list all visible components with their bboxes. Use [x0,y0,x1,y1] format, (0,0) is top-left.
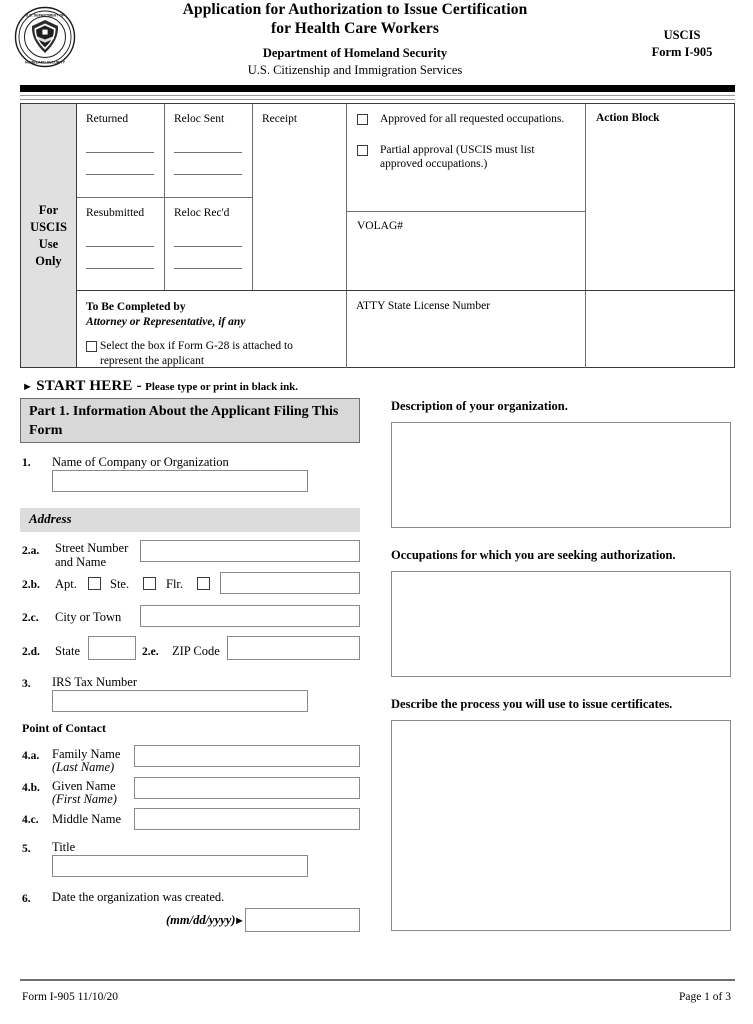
flr-label: Flr. [166,577,184,591]
occupations-textarea[interactable] [391,571,731,677]
approved-all-row[interactable] [357,112,575,127]
cell-action-block[interactable] [586,104,734,290]
column-returned-resubmitted [77,104,165,290]
point-of-contact-heading: Point of Contact [22,721,106,735]
item-4a-label-line2: (Last Name) [52,760,115,774]
reloc-received-write-line-1 [174,246,242,247]
svg-text:U.S. DEPARTMENT OF: U.S. DEPARTMENT OF [25,13,65,18]
svg-text:HOMELAND SECURITY: HOMELAND SECURITY [25,60,65,65]
item-4a-label-line1: Family Name [52,747,121,761]
item-2e-label: ZIP Code [172,644,220,658]
item-6-label: Date the organization was created. [52,890,225,904]
column-reloc [165,104,253,290]
cell-volag[interactable] [347,212,585,290]
start-here-label: START HERE - [36,378,142,394]
g28-checkbox[interactable] [86,341,97,352]
item-2d-number: 2.d. [22,646,40,658]
item-4c-number: 4.c. [22,814,39,826]
given-name-input[interactable] [134,777,360,799]
address-subsection-heading: Address [20,508,360,532]
description-organization-textarea[interactable] [391,422,731,528]
attorney-line-2: Attorney or Representative, if any [86,315,246,328]
item-5-number: 5. [22,843,31,855]
g28-checkbox-label: Select the box if Form G-28 is attached to represent the applicant [100,340,293,367]
item-2c-label: City or Town [55,610,122,624]
footer-page-number: Page 1 of 3 [678,991,731,1003]
dhs-seal-icon [14,6,76,68]
zip-code-input[interactable] [227,636,360,660]
footer-divider [20,979,735,981]
description-organization-heading: Description of your organization. [391,399,568,413]
returned-label: Returned [86,113,129,125]
city-or-town-input[interactable] [140,605,360,627]
resubmitted-label: Resubmitted [86,206,145,219]
resubmitted-write-line-1 [86,246,154,247]
cell-reloc-sent[interactable] [165,104,252,198]
reloc-sent-label: Reloc Sent [174,113,225,125]
item-2a-number: 2.a. [22,545,40,557]
street-number-and-name-input[interactable] [140,540,360,562]
item-2b-number: 2.b. [22,579,40,591]
item-3-label: IRS Tax Number [52,675,137,689]
cell-resubmitted[interactable] [77,198,164,291]
uscis-grid-bottom-row [77,291,734,368]
returned-write-line-1 [86,152,154,153]
form-org-label: USCIS [663,28,701,42]
item-3-number: 3. [22,678,31,690]
item-2a-label-line1: Street Number [55,541,129,555]
form-title-block [90,0,620,79]
reloc-received-label: Reloc Rec'd [174,206,230,219]
uscis-side-line-1: For [38,202,59,217]
action-block-label: Action Block [596,112,660,124]
header-rule-lower [20,99,735,100]
header-rule-upper [20,95,735,96]
approved-all-checkbox[interactable] [357,114,368,125]
flr-checkbox[interactable] [197,577,210,590]
title-input[interactable] [52,855,308,877]
form-number-label: Form I-905 [651,45,713,59]
date-organization-created-input[interactable] [245,908,360,932]
header-black-bar [20,85,735,92]
apt-checkbox[interactable] [88,577,101,590]
partial-approval-label: Partial approval (USCIS must list approved occupations.) [380,143,535,170]
uscis-side-line-2: USCIS [30,219,67,234]
uscis-grid [77,104,734,367]
item-2a-label-line2: and Name [55,555,107,569]
apt-ste-flr-number-input[interactable] [220,572,360,594]
occupations-heading: Occupations for which you are seeking authorization. [391,548,676,562]
item-2c-number: 2.c. [22,612,39,624]
item-2e-number: 2.e. [142,646,159,658]
approved-all-label: Approved for all requested occupations. [380,113,565,125]
item-5-label: Title [52,840,76,854]
uscis-use-only-sidebar [21,104,77,367]
column-approval [347,104,586,290]
receipt-label: Receipt [262,113,298,125]
uscis-use-only-block [20,103,735,368]
irs-tax-number-input[interactable] [52,690,308,712]
item-6-number: 6. [22,893,31,905]
start-here-instruction: Please type or print in black ink. [145,381,299,393]
resubmitted-write-line-2 [86,268,154,269]
process-certificates-heading: Describe the process you will use to issue certificates. [391,697,673,711]
cell-receipt[interactable] [253,104,347,290]
cell-attorney-representative [77,291,347,368]
bureau-name: U.S. Citizenship and Immigration Services [247,63,463,77]
cell-returned[interactable] [77,104,164,198]
middle-name-input[interactable] [134,808,360,830]
volag-label: VOLAG# [357,220,403,232]
partial-approval-checkbox[interactable] [357,145,368,156]
company-name-input[interactable] [52,470,308,492]
reloc-sent-write-line-1 [174,152,242,153]
cell-atty-state-license[interactable] [347,291,586,368]
page-header [0,0,753,80]
item-4b-number: 4.b. [22,782,40,794]
footer-form-edition: Form I-905 11/10/20 [22,991,119,1003]
returned-write-line-2 [86,174,154,175]
date-arrow-icon: ► [234,915,245,927]
item-4a-number: 4.a. [22,750,40,762]
uscis-use-only-label [30,202,67,270]
form-title-line-1: Application for Authorization to Issue Certification [182,1,528,18]
item-1-label: Name of Company or Organization [52,455,229,469]
item-1-number: 1. [22,457,31,469]
process-certificates-textarea[interactable] [391,720,731,931]
form-title-line-2: for Health Care Workers [270,20,440,37]
start-here-arrow-icon: ► [22,381,33,393]
start-here-banner [22,378,298,395]
part1-section-heading: Part 1. Information About the Applicant Filing This Form [20,398,360,443]
uscis-side-line-3: Use [38,236,59,251]
item-4c-label: Middle Name [52,812,122,826]
reloc-sent-write-line-2 [174,174,242,175]
ste-checkbox[interactable] [143,577,156,590]
reloc-received-write-line-2 [174,268,242,269]
uscis-side-line-4: Only [35,253,62,268]
partial-approval-row[interactable] [357,143,575,172]
attorney-line-1: To Be Completed by [86,301,186,313]
ste-label: Ste. [110,577,130,591]
atty-state-license-label: ATTY State License Number [356,300,491,312]
state-input[interactable] [88,636,136,660]
item-4b-label-line2: (First Name) [52,792,117,806]
item-2d-label: State [55,644,80,658]
form-identifier [627,27,737,61]
g28-checkbox-row[interactable] [86,339,336,368]
cell-reloc-received[interactable] [165,198,252,291]
apt-label: Apt. [55,577,77,591]
agency-name: Department of Homeland Security [262,46,448,60]
item-4b-label-line1: Given Name [52,779,116,793]
family-name-input[interactable] [134,745,360,767]
approval-checkbox-group [347,104,585,212]
date-format-hint: (mm/dd/yyyy) [166,913,236,927]
uscis-grid-top-row [77,104,734,291]
action-block-body[interactable] [586,291,734,368]
